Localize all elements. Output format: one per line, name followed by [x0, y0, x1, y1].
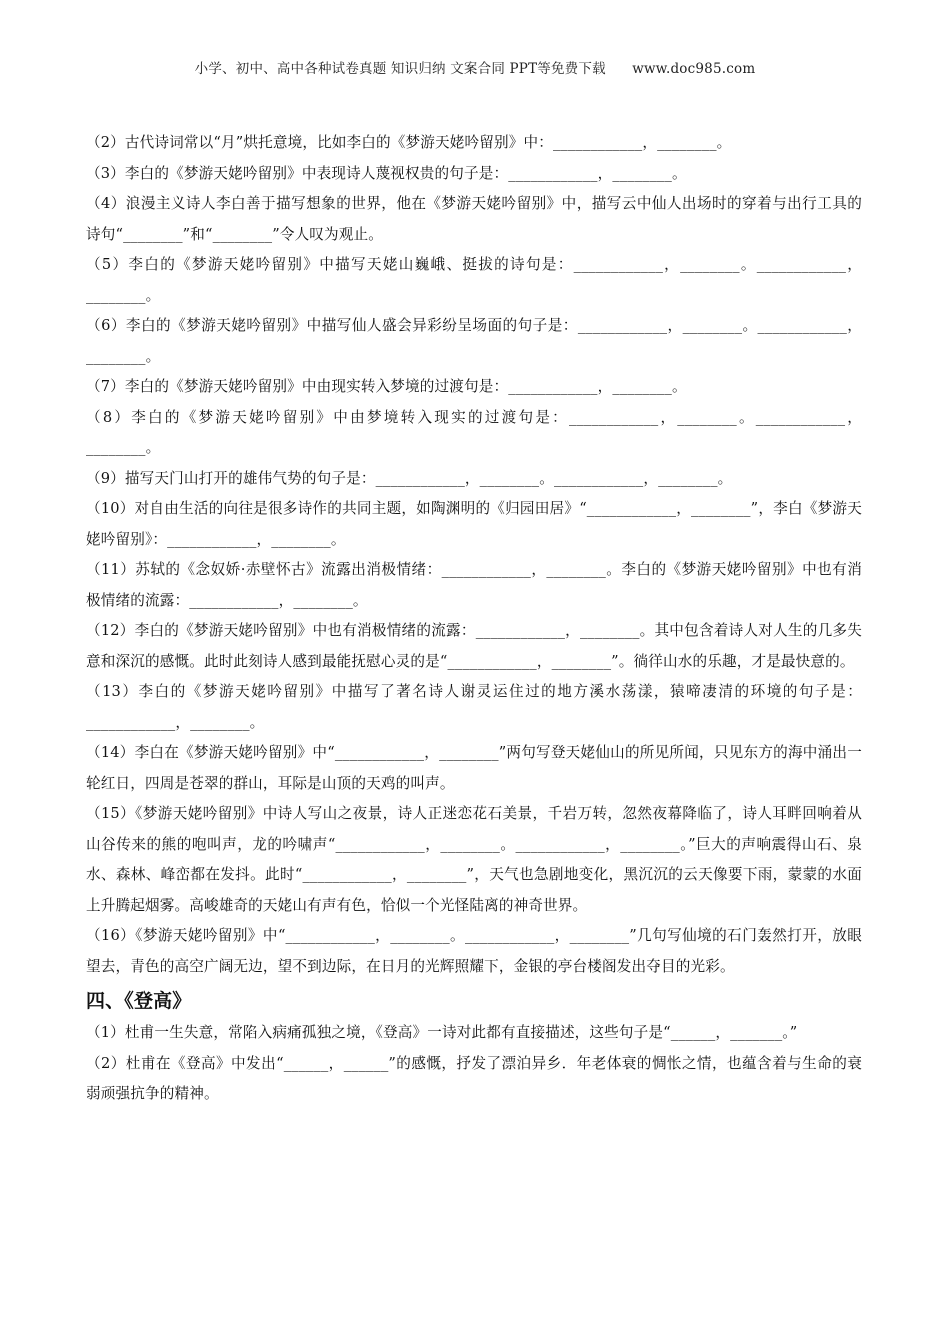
question-6: （6）李白的《梦游天姥吟留别》中描写仙人盛会异彩纷呈场面的句子是：____________，________。____________，________。 — [86, 317, 862, 365]
question-15: （15）《梦游天姥吟留别》中诗人写山之夜景，诗人正迷恋花石美景，千岩万转，忽然夜幕降临了，诗人耳畔回响着从山谷传来的熊的咆叫声，龙的吟啸声“____________，________。____________，________。”巨大的声响震得山石、泉水、森林、峰峦都在发抖。此时“____________，________”，天气也急剧地变化，黑沉沉的云天像要下雨，蒙蒙的水面上升腾起烟雾。高峻雄奇的天姥山有声有色，恰似一个光怪陆离的神奇世界。 — [86, 805, 862, 914]
section4-question-2: （2）杜甫在《登高》中发出“______，______”的感慨，抒发了漂泊异乡．年老体衰的惆怅之情，也蕴含着与生命的衰弱顽强抗争的精神。 — [86, 1054, 862, 1102]
page-header — [0, 57, 950, 77]
section4-question-1: （1）杜甫一生失意，常陷入病痛孤独之境，《登高》一诗对此都有直接描述，这些句子是“______，_______。” — [86, 1024, 798, 1041]
header-text: 小学、初中、高中各种试卷真题 知识归纳 文案合同 PPT等免费下载 — [194, 61, 606, 77]
question-8: （8）李白的《梦游天姥吟留别》中由梦境转入现实的过渡句是：____________，________。____________，________。 — [86, 408, 862, 456]
question-2: （2）古代诗词常以“月”烘托意境，比如李白的《梦游天姥吟留别》中：____________，________。 — [86, 134, 732, 151]
section-title: 四、《登高》 — [86, 990, 192, 1012]
document-body — [86, 128, 862, 1110]
question-11: （11）苏轼的《念奴娇·赤壁怀古》流露出消极情绪：____________，________。李白的《梦游天姥吟留别》中也有消极情绪的流露：____________，________。 — [86, 561, 862, 609]
question-3: （3）李白的《梦游天姥吟留别》中表现诗人蔑视权贵的句子是：____________，________。 — [86, 164, 687, 182]
question-5: （5）李白的《梦游天姥吟留别》中描写天姥山巍峨、挺拔的诗句是：____________，________。____________，________。 — [86, 256, 862, 304]
question-14: （14）李白在《梦游天姥吟留别》中“____________，________”两句写登天姥仙山的所见所闻，只见东方的海中涌出一轮红日，四周是苍翠的群山，耳际是山顶的天鸡的叫声。 — [86, 744, 862, 792]
question-16: （16）《梦游天姥吟留别》中“____________，________。____________，________”几句写仙境的石门轰然打开，放眼望去，青色的高空广阔无边，望不到边际，在日月的光辉照耀下，金银的亭台楼阁发出夺目的光彩。 — [86, 927, 862, 975]
question-4: （4）浪漫主义诗人李白善于描写想象的世界，他在《梦游天姥吟留别》中，描写云中仙人出场时的穿着与出行工具的诗句“________”和“________”令人叹为观止。 — [86, 195, 862, 243]
question-10: （10）对自由生活的向往是很多诗作的共同主题，如陶渊明的《归园田居》“____________，________”，李白《梦游天姥吟留别》：____________，________。 — [86, 500, 862, 548]
header-url[interactable]: www.doc985.com — [632, 61, 756, 77]
question-13: （13）李白的《梦游天姥吟留别》中描写了著名诗人谢灵运住过的地方溪水荡漾，猿啼凄清的环境的句子是：____________，________。 — [86, 683, 862, 731]
question-7: （7）李白的《梦游天姥吟留别》中由现实转入梦境的过渡句是：____________，________。 — [86, 378, 687, 395]
question-12: （12）李白的《梦游天姥吟留别》中也有消极情绪的流露：____________，________。其中包含着诗人对人生的几多失意和深沉的感慨。此时此刻诗人感到最能抚慰心灵的是“____________，________”。徜徉山水的乐趣，才是最快意的。 — [86, 622, 862, 670]
question-9: （9）描写天门山打开的雄伟气势的句子是：____________，________。____________，________。 — [86, 469, 733, 487]
